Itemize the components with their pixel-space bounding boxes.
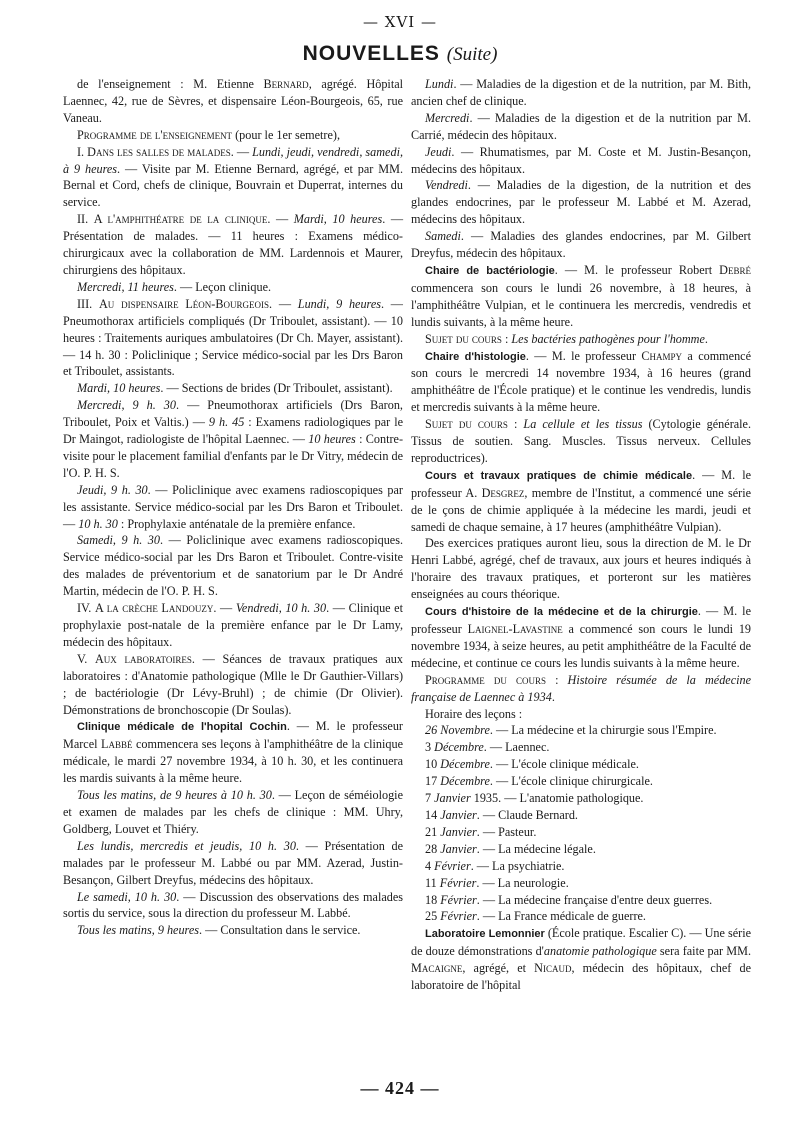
text-run: : (545, 672, 568, 687)
italic-text: Mercredi, 11 heures (77, 279, 174, 294)
section-title-bold: Cours d'histoire de la médecine et de la chirurgie (425, 606, 698, 619)
paragraph (63, 787, 403, 838)
italic-text: Janvier (434, 791, 471, 806)
text-run: 3 (425, 740, 435, 755)
page-footer-number: — 424 — (360, 1078, 440, 1098)
small-caps-text: Macaigne (411, 961, 463, 976)
italic-text: Janvier (440, 807, 477, 822)
text-run: de l'enseignement : M. Etienne (77, 77, 264, 91)
italic-text: Lundi (425, 77, 454, 91)
small-caps-text: Programme du cours (425, 672, 546, 687)
text-run: 28 (425, 841, 441, 856)
section-title-bold: Clinique médicale de l'hopital Cochin (77, 721, 287, 734)
italic-text: Mercredi, 9 h. 30 (77, 398, 176, 413)
italic-text: Lundi, jeudi, vendredi, samedi, à 9 heures (63, 144, 403, 176)
text-run: . — (267, 212, 294, 227)
right-column (411, 76, 751, 994)
paragraph (411, 841, 751, 858)
text-run: I. (77, 144, 88, 159)
paragraph (63, 380, 403, 397)
text-run: . — La médecine légale. (476, 841, 596, 856)
text-run: 21 (425, 824, 441, 839)
text-run: . — Pneumothorax artificiels compliqués (Dr Triboulet, assistant). — 10 heures : Traitements auriques ambulatoires (Dr Ch. Mayer, assistant). — 14 h. 30 : Policlinique ; Service médico-social par les Drs Baron et Triboulet, assistants. (63, 296, 403, 379)
paragraph (411, 348, 751, 417)
text-run: . — M. le professeur (525, 348, 642, 363)
paragraph (63, 718, 403, 787)
paragraph (411, 535, 751, 603)
small-caps-text: Sujet du cours (425, 417, 508, 432)
paragraph (411, 722, 751, 739)
italic-text: 26 Novembre (425, 723, 490, 738)
text-run: 11 (425, 875, 440, 890)
paragraph (63, 838, 403, 889)
italic-text: Février (434, 858, 471, 873)
italic-text: Février (440, 892, 477, 907)
paragraph (63, 651, 403, 719)
text-run: . — Policlinique avec examens radioscopiques par les assistante. Service médico-social par les Drs Baron et Triboulet. — (63, 482, 403, 531)
italic-text: Décembre (434, 740, 484, 755)
text-run: (pour le 1er semetre), (232, 127, 341, 142)
text-run: . — Séances de travaux pratiques aux laboratoires : d'Anatomie pathologique (Mlle le Dr Gauthier-Villars) ; de bactériologie (Dr Lévy-Bruhl) ; de chimie (Dr Olivier). Démonstrations de bronchoscopie (Dr Soulas). (63, 651, 403, 717)
paragraph (411, 908, 751, 925)
paragraph (63, 127, 403, 144)
paragraph (411, 672, 751, 706)
text-run: 18 (425, 892, 441, 907)
paragraph (411, 416, 751, 467)
italic-text: Février (439, 875, 477, 890)
italic-text: Lundi, 9 heures (297, 296, 381, 311)
text-run: . — M. le professeur Robert (554, 262, 720, 277)
text-run: . — Policlinique avec examens radioscopiques. Service médico-social par les Drs Baron et Triboulet. Contre-visite des malades de préventorium et de sanatorium par le Dr André Martin, médecin de l'O. P. H. S. (63, 533, 403, 599)
italic-text: Mardi, 10 heures (77, 381, 161, 396)
paragraph (411, 892, 751, 909)
paragraph (411, 603, 751, 672)
text-run: . — M. le professeur (411, 604, 751, 636)
paragraph (63, 144, 403, 212)
text-run: . — L'école clinique médicale. (489, 757, 639, 772)
paragraph (63, 296, 403, 381)
text-run: . — Claude Bernard. (476, 807, 578, 822)
text-run: . — Laennec. (483, 740, 550, 755)
text-run: . — Clinique et prophylaxie post-natale de la première enfance par le Dr Lamy, médecin des hôpitaux. (63, 601, 403, 649)
paragraph (411, 807, 751, 824)
text-run: , agrégé, et (462, 961, 535, 976)
text-run: . — M. le professeur Marcel (63, 719, 403, 752)
paragraph (63, 279, 403, 296)
italic-text: Jeudi, 9 h. 30 (77, 482, 148, 497)
text-run: : (507, 417, 524, 432)
italic-text: anatomie pathologique (543, 944, 657, 959)
section-title-bold: Laboratoire Lemonnier (425, 928, 545, 941)
text-run: a commencé son cours le mercredi 14 novembre 1934, à 16 heures (grand amphithéâtre de l'École pratique) et le continue les vendredis, lundis et mercredis suivants à la même heure. (411, 348, 751, 415)
paragraph (63, 482, 403, 533)
text-run: 14 (425, 807, 441, 822)
italic-text: Janvier (440, 841, 477, 856)
text-run: 7 (425, 791, 435, 806)
small-caps-text: Laignel-Lavastine (467, 622, 563, 636)
text-run: . — La neurologie. (476, 875, 569, 890)
italic-text: Samedi (425, 229, 461, 244)
paragraph (411, 144, 751, 178)
text-run: : Prophylaxie anténatale de la première enfance. (117, 516, 356, 531)
section-subtitle: (Suite) (446, 44, 498, 65)
paragraph (63, 600, 403, 651)
text-run: . — Rhumatismes, par M. Coste et M. Justin-Besançon, médecins des hôpitaux. (411, 144, 751, 176)
paragraph (411, 875, 751, 892)
italic-text: Février (440, 909, 477, 924)
paragraph (411, 467, 751, 536)
text-run: , agrégé. Hôpital Laennec, 42, rue de Sèvres, et dispensaire Léon-Bourgeois, 65, rue Vaneau. (63, 77, 403, 125)
text-run: . — L'école clinique chirurgicale. (489, 774, 653, 789)
small-caps-text: Dans les salles de malades (87, 144, 231, 159)
paragraph (63, 76, 403, 127)
text-run: II. (77, 212, 94, 227)
section-heading (0, 42, 800, 66)
paragraph (411, 228, 751, 262)
text-run: . — (230, 144, 253, 159)
italic-text: Tous les matins, 9 heures (77, 923, 199, 938)
text-run: . — Présentation de malades par le professeur M. Labbé ou par MM. Azerad, Justin-Besançon, Gilbert Dreyfus, médecins des hôpitaux. (63, 838, 403, 887)
paragraph (411, 925, 751, 994)
text-run: (Cytologie générale. Tissus de soutien. Sang. Muscles. Tissus nerveux. Cellules reproductrices). (411, 417, 751, 465)
small-caps-text: Sujet du cours (425, 331, 502, 346)
small-caps-text: Champy (641, 348, 683, 363)
paragraph (411, 756, 751, 773)
italic-text: La cellule et les tissus (523, 417, 643, 432)
small-caps-text: A la crèche Landouzy (94, 601, 214, 616)
left-column (63, 76, 403, 939)
italic-text: Décembre (440, 757, 490, 772)
text-run: . — (269, 296, 298, 311)
italic-text: Vendredi (425, 178, 468, 193)
paragraph (63, 889, 403, 923)
text-run: . — Discussion des observations des malades sortis du service, sous la direction du professeur M. Labbé. (63, 889, 403, 921)
small-caps-text: Labbé (101, 737, 133, 752)
text-run: , médecin des hôpitaux, chef de laboratoire de l'hôpital (411, 961, 751, 993)
paragraph (411, 739, 751, 756)
text-run: . — Leçon clinique. (173, 279, 272, 294)
section-title: NOUVELLES (302, 42, 440, 65)
italic-text: Tous les matins, de 9 heures à 10 h. 30 (77, 788, 272, 803)
text-run: . — Maladies de la digestion, de la nutrition et des glandes endocrines, par le professeur M. Labbé et M. Azerad, médecins des hôpitaux. (411, 178, 751, 227)
text-run: Horaire des leçons : (425, 706, 523, 721)
text-run: sera faite par MM. (656, 944, 751, 959)
paragraph (411, 824, 751, 841)
small-caps-text: Aux laboratoires (95, 651, 192, 666)
paragraph (411, 773, 751, 790)
paragraph (411, 858, 751, 875)
italic-text: 9 h. 45 (208, 415, 245, 430)
text-run: . — Visite par M. Etienne Bernard, agrégé, et par MM. Bernal et Cord, chefs de clinique, Bouvrain et Duperrat, internes du service. (63, 161, 403, 210)
text-run: . — La psychiatrie. (470, 858, 565, 873)
small-caps-text: A l'amphithéatre de la clinique (93, 212, 268, 227)
text-run: . — La médecine et la chirurgie sous l'Empire. (489, 723, 717, 738)
text-run: . — Consultation dans le service. (199, 923, 361, 938)
paragraph (63, 532, 403, 600)
text-run: 4 (425, 858, 435, 873)
italic-text: Les bactéries pathogènes pour l'homme (511, 331, 705, 346)
text-run: . — Leçon de séméiologie et examen de malades par les chefs de clinique : MM. Uhry, Goldberg, Louvet et Thiéry. (63, 788, 403, 836)
text-run: . — Pneumothorax artificiels (Drs Baron, Triboulet, Poix et Valtis.) — (63, 398, 403, 430)
text-run: . — Maladies de la digestion et de la nutrition, par M. Bith, ancien chef de clinique. (411, 77, 751, 108)
small-caps-text: Programme de l'enseignement (77, 127, 233, 142)
text-run: commencera ses leçons à l'amphithéâtre de la clinique médicale, le mardi 27 novembre 1934, à 10 h. 30, et les continuera les mardis suivants à la même heure. (63, 737, 404, 786)
paragraph (411, 177, 751, 228)
text-run: . — Sections de brides (Dr Triboulet, assistant). (160, 381, 393, 396)
text-run: . (551, 689, 555, 704)
text-run: 1935. — L'anatomie pathologique. (470, 791, 644, 806)
text-run: , membre de l'Institut, a commencé une série de le çons de chimie appliquée à la médecine les mardi, jeudi et samedi de chaque semaine, à 17 heures (amphithéâtre Vulpian). (411, 485, 751, 534)
text-run: V. (77, 651, 95, 666)
italic-text: Histoire résumée de la médecine française de Laennec à 1934 (411, 672, 751, 704)
text-run: IV. (77, 601, 95, 616)
italic-text: Janvier (440, 824, 477, 839)
text-run: . — La France médicale de guerre. (476, 909, 646, 924)
paragraph (63, 922, 403, 939)
paragraph (411, 790, 751, 807)
page-header-number: — XVI — (363, 13, 437, 31)
small-caps-text: Bernard (263, 77, 309, 91)
italic-text: Le samedi, 10 h. 30 (77, 889, 177, 904)
text-run: a commencé son cours le lundi 19 novembre 1934, à seize heures, au petit amphithéâtre de la Faculté de médecine, et continue ce cours les lundis suivants à la même heure. (411, 622, 752, 670)
section-title-bold: Chaire de bactériologie (425, 264, 555, 277)
paragraph (411, 331, 751, 348)
text-run: (École pratique. Escalier C). — Une série de douze démonstrations d' (411, 926, 751, 959)
italic-text: Vendredi, 10 h. 30 (235, 601, 327, 616)
text-run: commencera son cours le lundi 26 novembre, à 18 heures, à l'amphithéâtre Vulpian, et le continuera les mercredis, vendredis et lundis suivants, à la même heure. (411, 280, 751, 329)
paragraph (411, 262, 751, 331)
text-run: . — (213, 601, 236, 616)
section-title-bold: Chaire d'histologie (425, 350, 526, 363)
paragraph (63, 397, 403, 482)
italic-text: Mardi, 10 heures (293, 212, 383, 227)
text-run: . — Maladies des glandes endocrines, par M. Gilbert Dreyfus, médecin des hôpitaux. (411, 229, 751, 261)
text-run: : Contre-visite pour le placement familial d'enfants par le Dr Vitry, médecin de l'O. P. H. S. (63, 432, 404, 480)
text-run: . — Maladies de la digestion et de la nutrition par M. Carrié, médecin des hôpitaux. (411, 110, 751, 142)
text-run: 25 (425, 909, 441, 924)
italic-text: Mercredi (425, 110, 470, 125)
italic-text: 10 h. 30 (78, 516, 118, 531)
small-caps-text: Debré (719, 262, 751, 277)
paragraph (411, 706, 751, 723)
text-run: . — La médecine française d'entre deux guerres. (476, 892, 713, 907)
text-run: . (704, 331, 708, 346)
italic-text: Samedi, 9 h. 30 (77, 533, 160, 548)
italic-text: Les lundis, mercredis et jeudis, 10 h. 30 (77, 838, 296, 853)
text-run: 17 (425, 774, 441, 789)
small-caps-text: Nicaud (534, 961, 572, 976)
text-run: . — Présentation de malades. — 11 heures : Examens médico-chirurgicaux avec la collaboration de MM. Lardennois et Maurer, chirurgiens des hôpitaux. (63, 212, 404, 277)
text-run: : (501, 331, 512, 346)
text-run: : Examens radiologiques par le Dr Maingot, radiologiste de l'hôpital Laennec. — (63, 415, 404, 447)
paragraph (411, 76, 751, 110)
text-run: . — M. le professeur A. (411, 467, 751, 500)
section-title-bold: Cours et travaux pratiques de chimie médicale (425, 469, 693, 482)
small-caps-text: Desgrez (481, 485, 525, 500)
italic-text: Décembre (440, 774, 490, 789)
text-run: III. (77, 296, 99, 311)
text-run: Des exercices pratiques auront lieu, sous la direction de M. le Dr Henri Labbé, agrégé, chef de travaux, aux jours et heures indiqués à l'horaire des travaux pratiques, et porteront sur les matières enseignées au cours théorique. (411, 536, 751, 602)
italic-text: Jeudi (425, 144, 452, 159)
paragraph (411, 110, 751, 144)
text-run: 10 (425, 757, 441, 772)
italic-text: 10 heures (308, 432, 356, 447)
text-run: . — Pasteur. (476, 824, 537, 839)
paragraph (63, 211, 403, 279)
small-caps-text: Au dispensaire Léon-Bourgeois (99, 296, 269, 311)
